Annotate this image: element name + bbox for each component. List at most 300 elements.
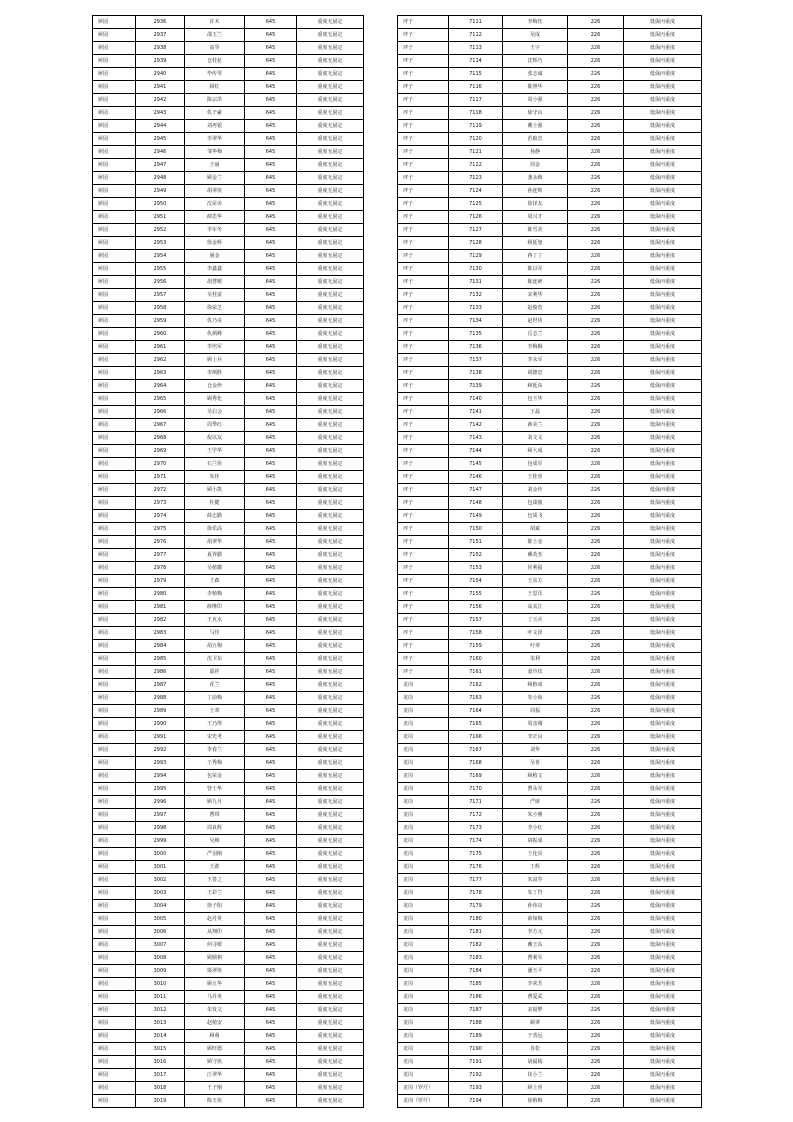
name-cell: 李正良 bbox=[503, 731, 568, 744]
category-cell: 重度无固定 bbox=[297, 900, 364, 913]
village-cell: 犀园 bbox=[93, 484, 136, 497]
amount-cell: 645 bbox=[245, 276, 297, 289]
category-cell: 低保丙重度 bbox=[624, 393, 702, 406]
serial-number-cell: 2989 bbox=[136, 705, 185, 718]
name-cell: 李方元 bbox=[503, 926, 568, 939]
serial-number-cell: 3007 bbox=[136, 939, 185, 952]
amount-cell: 226 bbox=[568, 198, 624, 211]
serial-number-cell: 2973 bbox=[136, 497, 185, 510]
serial-number-cell: 2955 bbox=[136, 263, 185, 276]
village-cell: 坪子 bbox=[398, 55, 449, 68]
name-cell: 周福 bbox=[503, 705, 568, 718]
serial-number-cell: 7193 bbox=[449, 1082, 503, 1095]
village-cell: 犀园 bbox=[93, 16, 136, 29]
category-cell: 重度无固定 bbox=[297, 445, 364, 458]
name-cell: 王辉 bbox=[503, 861, 568, 874]
amount-cell: 645 bbox=[245, 1043, 297, 1056]
name-cell: 陈以军 bbox=[503, 263, 568, 276]
category-cell: 低保丙重度 bbox=[624, 679, 702, 692]
amount-cell: 226 bbox=[568, 328, 624, 341]
serial-number-cell: 3014 bbox=[136, 1030, 185, 1043]
table-row bbox=[398, 1056, 702, 1069]
amount-cell: 226 bbox=[568, 276, 624, 289]
category-cell: 重度无固定 bbox=[297, 211, 364, 224]
name-cell: 仓金珍 bbox=[185, 380, 245, 393]
serial-number-cell: 7111 bbox=[449, 16, 503, 29]
name-cell: 倪以友 bbox=[185, 432, 245, 445]
table-row bbox=[398, 16, 702, 29]
name-cell: 吴启会 bbox=[185, 406, 245, 419]
table-row bbox=[93, 692, 364, 705]
amount-cell: 226 bbox=[568, 705, 624, 718]
village-cell: 龙岗 bbox=[398, 770, 449, 783]
serial-number-cell: 7126 bbox=[449, 211, 503, 224]
category-cell: 重度无固定 bbox=[297, 315, 364, 328]
serial-number-cell: 2948 bbox=[136, 172, 185, 185]
category-cell: 重度无固定 bbox=[297, 263, 364, 276]
serial-number-cell: 2959 bbox=[136, 315, 185, 328]
village-cell: 龙岗 bbox=[398, 874, 449, 887]
category-cell: 低保丙重度 bbox=[624, 42, 702, 55]
amount-cell: 226 bbox=[568, 237, 624, 250]
serial-number-cell: 7192 bbox=[449, 1069, 503, 1082]
table-row bbox=[93, 432, 364, 445]
amount-cell: 226 bbox=[568, 42, 624, 55]
amount-cell: 226 bbox=[568, 861, 624, 874]
amount-cell: 226 bbox=[568, 809, 624, 822]
category-cell: 重度无固定 bbox=[297, 679, 364, 692]
amount-cell: 645 bbox=[245, 328, 297, 341]
category-cell: 重度无固定 bbox=[297, 16, 364, 29]
village-cell: 犀园 bbox=[93, 861, 136, 874]
serial-number-cell: 7127 bbox=[449, 224, 503, 237]
village-cell: 坪子 bbox=[398, 640, 449, 653]
serial-number-cell: 2999 bbox=[136, 835, 185, 848]
serial-number-cell: 2958 bbox=[136, 302, 185, 315]
amount-cell: 226 bbox=[568, 848, 624, 861]
name-cell: 赵植安 bbox=[185, 1017, 245, 1030]
village-cell: 坪子 bbox=[398, 575, 449, 588]
table-row bbox=[93, 770, 364, 783]
amount-cell: 645 bbox=[245, 1004, 297, 1017]
serial-number-cell: 3017 bbox=[136, 1069, 185, 1082]
amount-cell: 226 bbox=[568, 796, 624, 809]
village-cell: 坪子 bbox=[398, 406, 449, 419]
category-cell: 低保丙重度 bbox=[624, 848, 702, 861]
table-row bbox=[93, 809, 364, 822]
category-cell: 低保丙重度 bbox=[624, 1030, 702, 1043]
amount-cell: 645 bbox=[245, 991, 297, 1004]
category-cell: 低保丙重度 bbox=[624, 1004, 702, 1017]
table-row bbox=[398, 705, 702, 718]
amount-cell: 226 bbox=[568, 549, 624, 562]
name-cell: 高琴 bbox=[185, 42, 245, 55]
table-row bbox=[398, 211, 702, 224]
amount-cell: 226 bbox=[568, 263, 624, 276]
serial-number-cell: 2981 bbox=[136, 601, 185, 614]
name-cell: 朱发文 bbox=[185, 1004, 245, 1017]
amount-cell: 645 bbox=[245, 887, 297, 900]
village-cell: 龙岗 bbox=[398, 679, 449, 692]
village-cell: 犀园 bbox=[93, 705, 136, 718]
village-cell: 犀园 bbox=[93, 445, 136, 458]
table-row bbox=[93, 406, 364, 419]
table-row bbox=[93, 913, 364, 926]
serial-number-cell: 7186 bbox=[449, 991, 503, 1004]
serial-number-cell: 3012 bbox=[136, 1004, 185, 1017]
table-row bbox=[398, 874, 702, 887]
village-cell: 犀园 bbox=[93, 198, 136, 211]
category-cell: 低保丙重度 bbox=[624, 406, 702, 419]
amount-cell: 645 bbox=[245, 29, 297, 42]
amount-cell: 645 bbox=[245, 978, 297, 991]
name-cell: 薛志勤 bbox=[185, 510, 245, 523]
name-cell: 王子刚 bbox=[185, 1082, 245, 1095]
village-cell: 犀园 bbox=[93, 1030, 136, 1043]
amount-cell: 645 bbox=[245, 731, 297, 744]
name-cell: 李春兰 bbox=[185, 744, 245, 757]
village-cell: 犀园 bbox=[93, 926, 136, 939]
amount-cell: 226 bbox=[568, 432, 624, 445]
name-cell: 夏养勤 bbox=[185, 549, 245, 562]
village-cell: 犀园 bbox=[93, 107, 136, 120]
amount-cell: 226 bbox=[568, 692, 624, 705]
village-cell: 龙岗 bbox=[398, 757, 449, 770]
category-cell: 低保丙重度 bbox=[624, 965, 702, 978]
village-cell: 坪子 bbox=[398, 523, 449, 536]
village-cell: 坪子 bbox=[398, 484, 449, 497]
name-cell: 薛如梅 bbox=[503, 913, 568, 926]
name-cell: 胡慧媛 bbox=[185, 276, 245, 289]
table-row bbox=[398, 666, 702, 679]
category-cell: 重度无固定 bbox=[297, 159, 364, 172]
table-row bbox=[398, 302, 702, 315]
serial-number-cell: 2992 bbox=[136, 744, 185, 757]
village-cell: 犀园 bbox=[93, 1082, 136, 1095]
serial-number-cell: 7170 bbox=[449, 783, 503, 796]
village-cell: 龙岗 bbox=[398, 952, 449, 965]
name-cell: 沈辉巧 bbox=[503, 55, 568, 68]
category-cell: 低保丙重度 bbox=[624, 627, 702, 640]
category-cell: 重度无固定 bbox=[297, 133, 364, 146]
serial-number-cell: 7176 bbox=[449, 861, 503, 874]
serial-number-cell: 2972 bbox=[136, 484, 185, 497]
category-cell: 重度无固定 bbox=[297, 120, 364, 133]
amount-cell: 645 bbox=[245, 1082, 297, 1095]
serial-number-cell: 2969 bbox=[136, 445, 185, 458]
serial-number-cell: 2938 bbox=[136, 42, 185, 55]
category-cell: 重度无固定 bbox=[297, 601, 364, 614]
name-cell: 马丹英 bbox=[185, 991, 245, 1004]
village-cell: 犀园 bbox=[93, 432, 136, 445]
serial-number-cell: 2942 bbox=[136, 94, 185, 107]
name-cell: 吴桂富 bbox=[185, 289, 245, 302]
name-cell: 朱利 bbox=[503, 653, 568, 666]
amount-cell: 645 bbox=[245, 1017, 297, 1030]
table-row bbox=[398, 523, 702, 536]
name-cell: 陈雪美 bbox=[503, 224, 568, 237]
category-cell: 低保丙重度 bbox=[624, 367, 702, 380]
category-cell: 低保丙重度 bbox=[624, 770, 702, 783]
table-row bbox=[93, 1017, 364, 1030]
amount-cell: 226 bbox=[568, 367, 624, 380]
village-cell: 犀园 bbox=[93, 614, 136, 627]
table-row bbox=[398, 757, 702, 770]
category-cell: 重度无固定 bbox=[297, 770, 364, 783]
category-cell: 低保丙重度 bbox=[624, 29, 702, 42]
amount-cell: 226 bbox=[568, 1017, 624, 1030]
village-cell: 坪子 bbox=[398, 172, 449, 185]
table-row bbox=[93, 224, 364, 237]
village-cell: 龙岗（罗圩） bbox=[398, 1082, 449, 1095]
name-cell: 李小红 bbox=[503, 822, 568, 835]
village-cell: 犀园 bbox=[93, 939, 136, 952]
name-cell: 范取忠 bbox=[503, 133, 568, 146]
amount-cell: 226 bbox=[568, 289, 624, 302]
table-row bbox=[93, 874, 364, 887]
village-cell: 犀园 bbox=[93, 822, 136, 835]
name-cell: 仇子豪 bbox=[185, 107, 245, 120]
category-cell: 低保丙重度 bbox=[624, 588, 702, 601]
table-row bbox=[93, 354, 364, 367]
name-cell: 胡翠侠 bbox=[185, 185, 245, 198]
village-cell: 坪子 bbox=[398, 263, 449, 276]
amount-cell: 226 bbox=[568, 159, 624, 172]
serial-number-cell: 2940 bbox=[136, 68, 185, 81]
table-row bbox=[398, 536, 702, 549]
table-row bbox=[93, 380, 364, 393]
village-cell: 坪子 bbox=[398, 185, 449, 198]
category-cell: 重度无固定 bbox=[297, 614, 364, 627]
amount-cell: 645 bbox=[245, 627, 297, 640]
serial-number-cell: 7136 bbox=[449, 341, 503, 354]
name-cell: 薛思华 bbox=[185, 211, 245, 224]
amount-cell: 226 bbox=[568, 562, 624, 575]
name-cell: 吴梅 bbox=[185, 835, 245, 848]
amount-cell: 226 bbox=[568, 757, 624, 770]
amount-cell: 226 bbox=[568, 497, 624, 510]
name-cell: 江翠华 bbox=[185, 1069, 245, 1082]
amount-cell: 645 bbox=[245, 484, 297, 497]
village-cell: 坪子 bbox=[398, 419, 449, 432]
name-cell: 周小强 bbox=[503, 94, 568, 107]
village-cell: 坪子 bbox=[398, 133, 449, 146]
table-row bbox=[398, 627, 702, 640]
table-row bbox=[93, 107, 364, 120]
category-cell: 低保丙重度 bbox=[624, 159, 702, 172]
category-cell: 重度无固定 bbox=[297, 328, 364, 341]
village-cell: 坪子 bbox=[398, 107, 449, 120]
serial-number-cell: 7155 bbox=[449, 588, 503, 601]
village-cell: 犀园 bbox=[93, 471, 136, 484]
village-cell: 犀园 bbox=[93, 1069, 136, 1082]
table-row bbox=[398, 29, 702, 42]
village-cell: 龙岗 bbox=[398, 939, 449, 952]
village-cell: 龙岗 bbox=[398, 1043, 449, 1056]
amount-cell: 226 bbox=[568, 770, 624, 783]
table-row bbox=[93, 744, 364, 757]
category-cell: 低保丙重度 bbox=[624, 757, 702, 770]
amount-cell: 226 bbox=[568, 939, 624, 952]
table-row bbox=[398, 731, 702, 744]
amount-cell: 645 bbox=[245, 172, 297, 185]
village-cell: 犀园 bbox=[93, 146, 136, 159]
name-cell: 王丽 bbox=[185, 159, 245, 172]
category-cell: 重度无固定 bbox=[297, 42, 364, 55]
village-cell: 坪子 bbox=[398, 393, 449, 406]
serial-number-cell: 2998 bbox=[136, 822, 185, 835]
category-cell: 重度无固定 bbox=[297, 224, 364, 237]
name-cell: 花兰 bbox=[185, 679, 245, 692]
village-cell: 坪子 bbox=[398, 614, 449, 627]
village-cell: 犀园 bbox=[93, 848, 136, 861]
table-row bbox=[93, 94, 364, 107]
table-row bbox=[398, 679, 702, 692]
category-cell: 低保丙重度 bbox=[624, 861, 702, 874]
serial-number-cell: 7114 bbox=[449, 55, 503, 68]
amount-cell: 226 bbox=[568, 16, 624, 29]
name-cell: 李翠华 bbox=[185, 133, 245, 146]
village-cell: 龙岗 bbox=[398, 913, 449, 926]
category-cell: 重度无固定 bbox=[297, 185, 364, 198]
serial-number-cell: 2941 bbox=[136, 81, 185, 94]
village-cell: 犀园 bbox=[93, 757, 136, 770]
village-cell: 坪子 bbox=[398, 120, 449, 133]
category-cell: 重度无固定 bbox=[297, 172, 364, 185]
amount-cell: 226 bbox=[568, 120, 624, 133]
serial-number-cell: 7167 bbox=[449, 744, 503, 757]
category-cell: 重度无固定 bbox=[297, 1004, 364, 1017]
village-cell: 坪子 bbox=[398, 81, 449, 94]
table-row bbox=[93, 445, 364, 458]
category-cell: 重度无固定 bbox=[297, 1069, 364, 1082]
serial-number-cell: 7165 bbox=[449, 718, 503, 731]
name-cell: 李植梅 bbox=[185, 588, 245, 601]
table-row bbox=[398, 978, 702, 991]
name-cell: 包成军 bbox=[503, 458, 568, 471]
category-cell: 重度无固定 bbox=[297, 354, 364, 367]
serial-number-cell: 2977 bbox=[136, 549, 185, 562]
serial-number-cell: 7151 bbox=[449, 536, 503, 549]
serial-number-cell: 7171 bbox=[449, 796, 503, 809]
serial-number-cell: 7128 bbox=[449, 237, 503, 250]
category-cell: 低保丙重度 bbox=[624, 419, 702, 432]
name-cell: 朱小雅 bbox=[503, 809, 568, 822]
village-cell: 犀园 bbox=[93, 562, 136, 575]
serial-number-cell: 7174 bbox=[449, 835, 503, 848]
category-cell: 低保丙重度 bbox=[624, 211, 702, 224]
left-roster-body bbox=[93, 16, 364, 1108]
village-cell: 犀园 bbox=[93, 94, 136, 107]
table-row bbox=[398, 770, 702, 783]
category-cell: 重度无固定 bbox=[297, 731, 364, 744]
village-cell: 坪子 bbox=[398, 250, 449, 263]
name-cell: 顾植文 bbox=[503, 770, 568, 783]
category-cell: 重度无固定 bbox=[297, 393, 364, 406]
category-cell: 低保丙重度 bbox=[624, 887, 702, 900]
table-row bbox=[93, 718, 364, 731]
serial-number-cell: 2971 bbox=[136, 471, 185, 484]
village-cell: 犀园 bbox=[93, 328, 136, 341]
name-cell: 徐子阳 bbox=[185, 900, 245, 913]
category-cell: 低保丙重度 bbox=[624, 198, 702, 211]
serial-number-cell: 7124 bbox=[449, 185, 503, 198]
amount-cell: 226 bbox=[568, 536, 624, 549]
serial-number-cell: 7158 bbox=[449, 627, 503, 640]
name-cell: 丁前梅 bbox=[185, 692, 245, 705]
category-cell: 低保丙重度 bbox=[624, 562, 702, 575]
serial-number-cell: 3001 bbox=[136, 861, 185, 874]
category-cell: 重度无固定 bbox=[297, 406, 364, 419]
village-cell: 犀园 bbox=[93, 68, 136, 81]
serial-number-cell: 7156 bbox=[449, 601, 503, 614]
serial-number-cell: 7143 bbox=[449, 432, 503, 445]
name-cell: 赵丹英 bbox=[185, 913, 245, 926]
table-row bbox=[93, 848, 364, 861]
category-cell: 重度无固定 bbox=[297, 1030, 364, 1043]
village-cell: 犀园 bbox=[93, 653, 136, 666]
name-cell: 顾翠 bbox=[503, 1017, 568, 1030]
table-row bbox=[398, 614, 702, 627]
name-cell: 徐金辉 bbox=[185, 237, 245, 250]
serial-number-cell: 3004 bbox=[136, 900, 185, 913]
name-cell: 王善之 bbox=[185, 874, 245, 887]
table-row bbox=[93, 1082, 364, 1095]
name-cell: 肖松 bbox=[503, 1043, 568, 1056]
name-cell: 王桂喜 bbox=[503, 471, 568, 484]
serial-number-cell: 2986 bbox=[136, 666, 185, 679]
table-row bbox=[93, 185, 364, 198]
name-cell: 周良辉 bbox=[185, 822, 245, 835]
village-cell: 犀园 bbox=[93, 81, 136, 94]
table-row bbox=[398, 68, 702, 81]
category-cell: 低保丙重度 bbox=[624, 1056, 702, 1069]
table-row bbox=[93, 562, 364, 575]
amount-cell: 226 bbox=[568, 718, 624, 731]
amount-cell: 645 bbox=[245, 445, 297, 458]
name-cell: 戴玉东 bbox=[503, 939, 568, 952]
village-cell: 龙岗 bbox=[398, 1069, 449, 1082]
category-cell: 低保丙重度 bbox=[624, 458, 702, 471]
table-row bbox=[398, 1004, 702, 1017]
serial-number-cell: 7175 bbox=[449, 848, 503, 861]
name-cell: 陈玉侠 bbox=[185, 1095, 245, 1108]
table-row bbox=[93, 796, 364, 809]
name-cell: 杜健 bbox=[185, 497, 245, 510]
name-cell: 顾鼎祺 bbox=[185, 952, 245, 965]
amount-cell: 226 bbox=[568, 341, 624, 354]
name-cell: 顾五华 bbox=[185, 978, 245, 991]
table-row bbox=[93, 211, 364, 224]
category-cell: 重度无固定 bbox=[297, 458, 364, 471]
table-row bbox=[93, 952, 364, 965]
village-cell: 龙岗 bbox=[398, 731, 449, 744]
village-cell: 坪子 bbox=[398, 224, 449, 237]
name-cell: 顾延旭 bbox=[503, 237, 568, 250]
amount-cell: 645 bbox=[245, 393, 297, 406]
village-cell: 犀园 bbox=[93, 770, 136, 783]
category-cell: 低保丙重度 bbox=[624, 718, 702, 731]
serial-number-cell: 3011 bbox=[136, 991, 185, 1004]
category-cell: 重度无固定 bbox=[297, 783, 364, 796]
table-row bbox=[398, 328, 702, 341]
serial-number-cell: 2950 bbox=[136, 198, 185, 211]
village-cell: 犀园 bbox=[93, 640, 136, 653]
table-row bbox=[398, 718, 702, 731]
serial-number-cell: 3002 bbox=[136, 874, 185, 887]
name-cell: 顾红 bbox=[185, 81, 245, 94]
serial-number-cell: 7164 bbox=[449, 705, 503, 718]
